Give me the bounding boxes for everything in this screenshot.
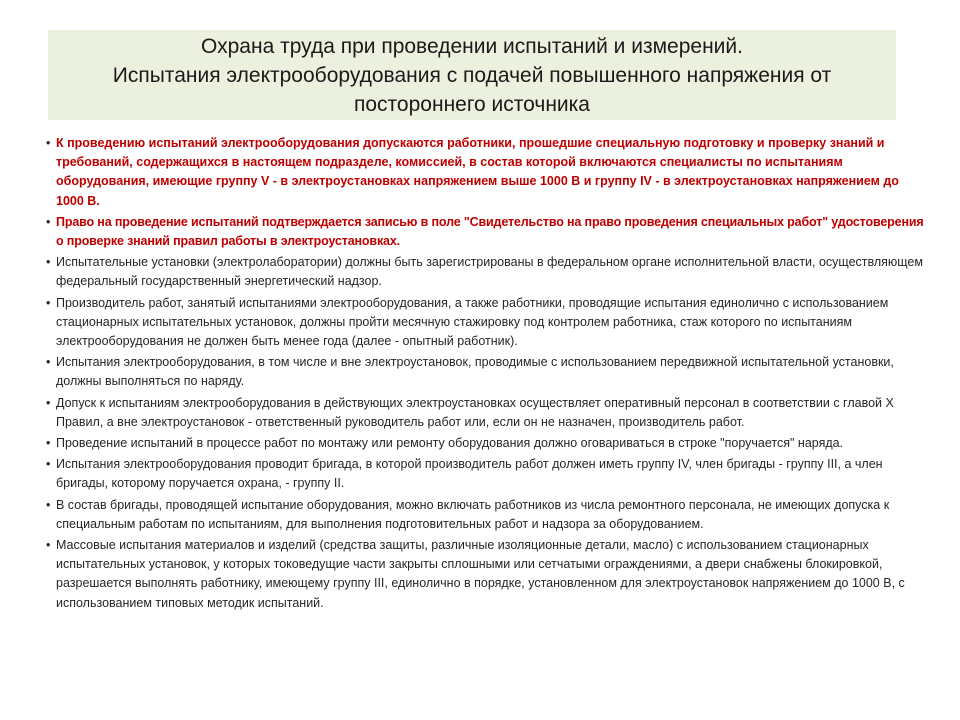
slide-title-line-2: Испытания электрооборудования с подачей повышенного напряжения от	[112, 63, 832, 87]
bullet-list	[46, 134, 926, 615]
bullet-team-groups: • Испытания электрооборудования проводит бригада, в которой производитель работ должен иметь группу IV, член бригады - группу III, а член бригады, которому поручается охрана, - группу II.	[46, 455, 926, 493]
slide-title-line-1: Охрана труда при проведении испытаний и измерений.	[201, 34, 743, 58]
slide-title-box	[48, 30, 896, 120]
bullet-lab-registration: • Испытательные установки (электролаборатории) должны быть зарегистрированы в федеральном органе исполнительной власти, осуществляющем федеральный государственный энергетический надзор.	[46, 253, 926, 291]
bullet-internship: • Производитель работ, занятый испытаниями электрооборудования, а также работники, проводящие испытания единолично с использованием стационарных испытательных установок, должны пройти месячную стажировку под контролем работника, стаж которого по испытаниям электрооборудования не должен быть менее года (далее - опытный работник).	[46, 294, 926, 352]
bullet-assignment-line: • Проведение испытаний в процессе работ по монтажу или ремонту оборудования должно оговариваться в строке "поручается" наряда.	[46, 434, 926, 453]
bullet-repair-staff: • В состав бригады, проводящей испытание оборудования, можно включать работников из числа ремонтного персонала, не имеющих допуска к специальным работам по испытаниям, для выполнения подготовительных работ и надзора за оборудованием.	[46, 496, 926, 534]
bullet-mobile-unit-permit: • Испытания электрооборудования, в том числе и вне электроустановок, проводимые с использованием передвижной испытательной установки, должны выполняться по наряду.	[46, 353, 926, 391]
slide-title-line-3: постороннего источника	[354, 92, 590, 116]
bullet-access-admission: • Допуск к испытаниям электрооборудования в действующих электроустановках осуществляет оперативный персонал в соответствии с главой X Правил, а вне электроустановок - ответственный руководитель работ или, если он не назначен, производитель работ.	[46, 394, 926, 432]
bullet-mass-testing: • Массовые испытания материалов и изделий (средства защиты, различные изоляционные детали, масло) с использованием стационарных испытательных установок, у которых токоведущие части закрыты сплошными или сетчатыми ограждениями, а двери снабжены блокировкой, разрешается выполнять работнику, имеющему группу III, единолично в порядке, установленном для электроустановок напряжением до 1000 В, с использованием типовых методик испытаний.	[46, 536, 926, 613]
bullet-admission-requirements: • К проведению испытаний электрооборудования допускаются работники, прошедшие специальную подготовку и проверку знаний и требований, содержащихся в настоящем подразделе, комиссией, в состав которой включаются специалисты по испытаниям оборудования, имеющие группу V - в электроустановках напряжением выше 1000 В и группу IV - в электроустановках напряжением до 1000 В.	[46, 134, 926, 211]
bullet-certificate-record: • Право на проведение испытаний подтверждается записью в поле "Свидетельство на право проведения специальных работ" удостоверения о проверке знаний правил работы в электроустановках.	[46, 213, 926, 251]
